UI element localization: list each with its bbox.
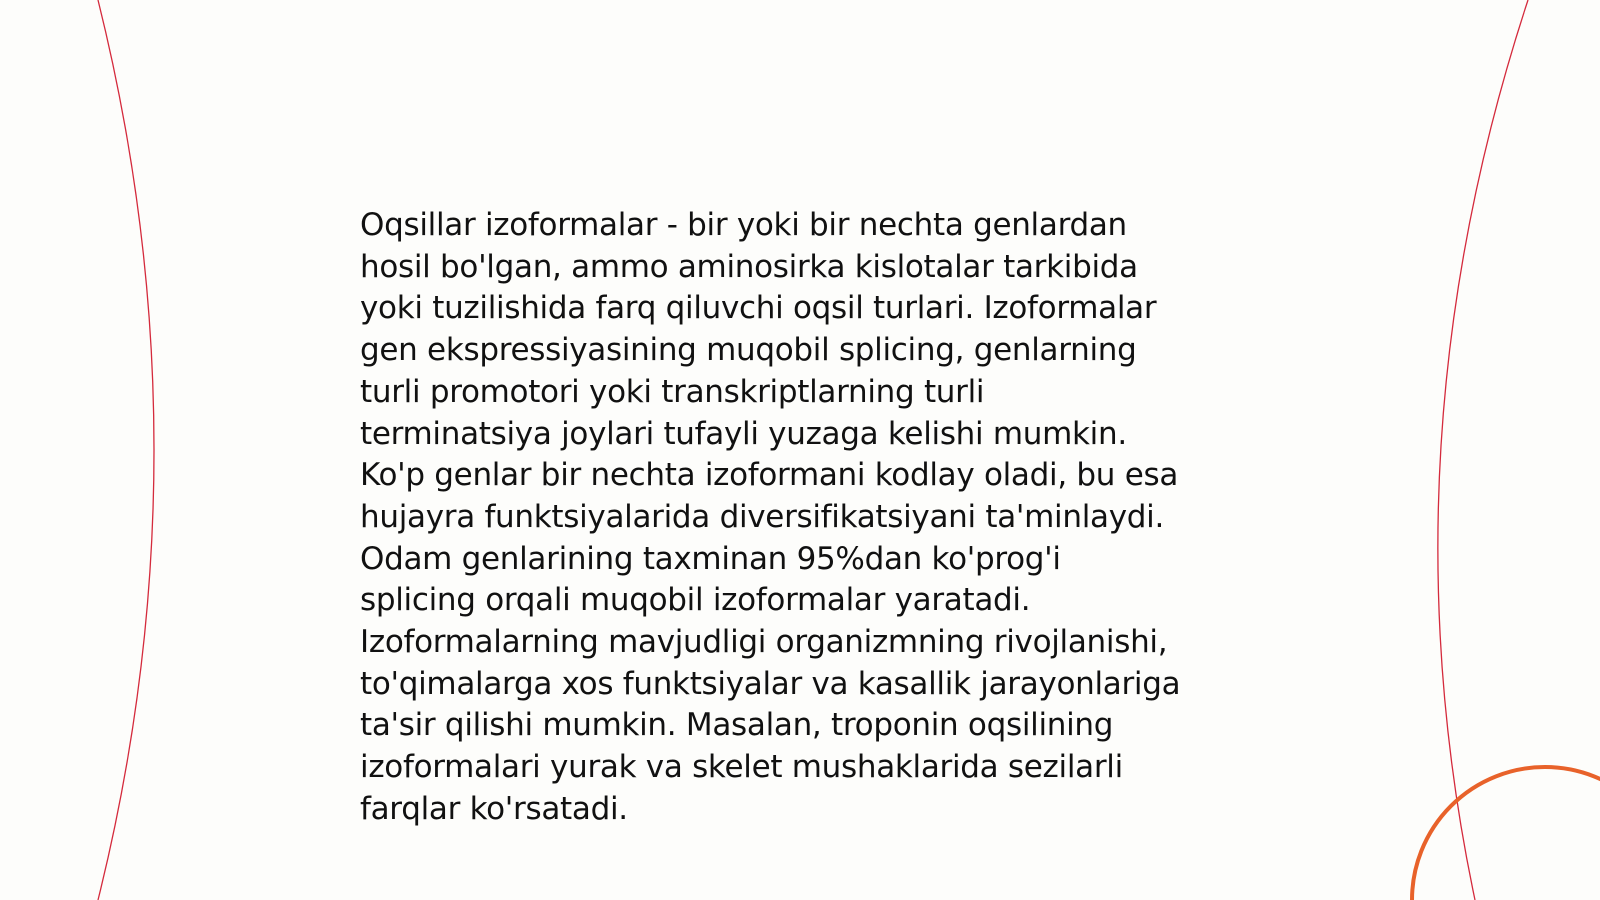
left-curve-line xyxy=(98,0,154,900)
right-curve-line xyxy=(1438,0,1528,900)
body-paragraph: Oqsillar izoformalar - bir yoki bir nechta genlardan hosil bo'lgan, ammo aminosirka kislotalar tarkibida yoki tuzilishida farq qiluvchi oqsil turlari. Izoformalar gen ekspressiyasining muqobil splicing, genlarning turli promotori yoki transkriptlarning turli terminatsiya joylari tufayli yuzaga kelishi mumkin. Ko'p genlar bir nechta izoformani kodlay oladi, bu esa hujayra funktsiyalarida diversifikatsiyani ta'minlaydi. Odam genlarining taxminan 95%dan ko'prog'i splicing orqali muqobil izoformalar yaratadi. Izoformalarning mavjudligi organizmning rivojlanishi, to'qimalarga xos funktsiyalar va kasallik jarayonlariga ta'sir qilishi mumkin. Masalan, troponin oqsilining izoformalari yurak va skelet mushaklarida sezilarli farqlar ko'rsatadi. xyxy=(360,207,1181,827)
orange-circle-outline xyxy=(1412,767,1600,900)
